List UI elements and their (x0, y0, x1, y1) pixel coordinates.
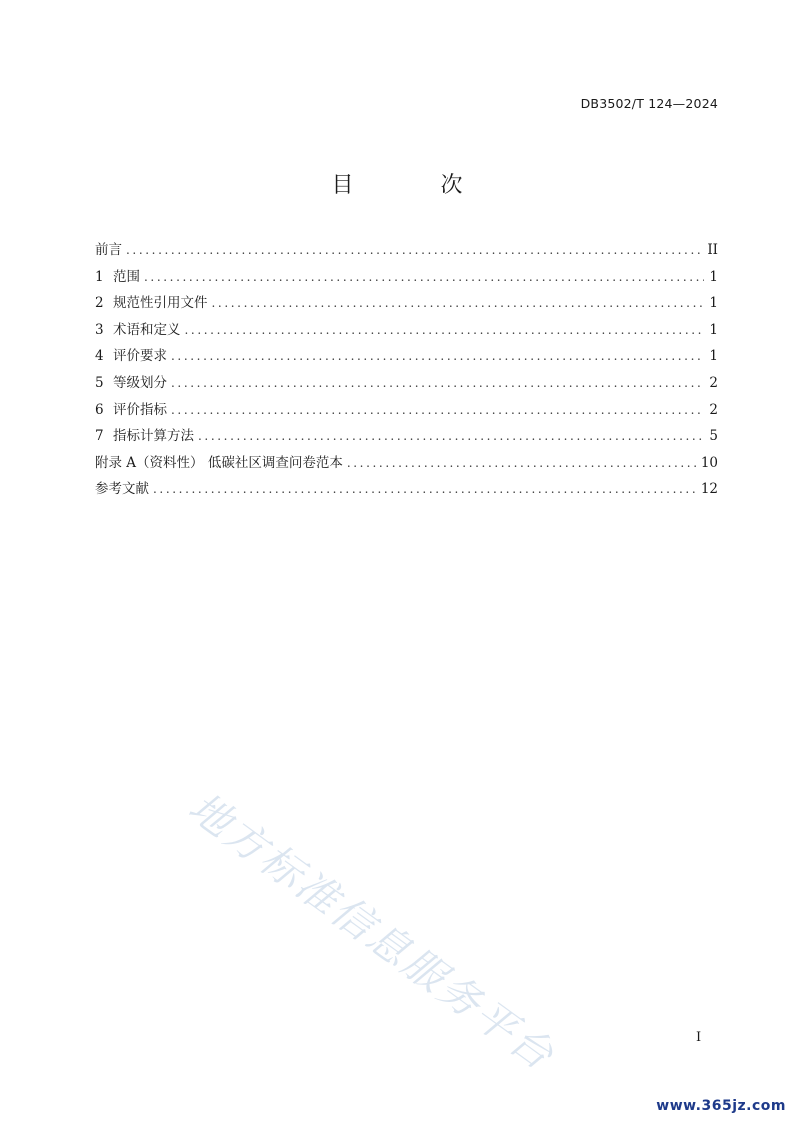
toc-entry-bibliography[interactable] (95, 479, 718, 506)
toc-entry-appendix-a[interactable] (95, 453, 718, 480)
toc-leader-dots (144, 267, 704, 288)
toc-entry-number: 7 (95, 428, 104, 445)
toc-entry-label: 参考文献 (95, 481, 149, 498)
toc-leader-dots (212, 293, 705, 314)
toc-entry-label: 术语和定义 (113, 321, 181, 338)
toc-entry-number: 1 (95, 268, 104, 285)
toc-entry-number: 3 (95, 321, 104, 338)
toc-entry-label: 规范性引用文件 (113, 295, 208, 312)
page-number: I (696, 1030, 702, 1045)
toc-leader-dots (126, 240, 703, 261)
toc-leader-dots (153, 479, 697, 500)
toc-entry-label: 指标计算方法 (113, 428, 194, 445)
toc-entry-label: 评价要求 (113, 348, 167, 365)
toc-leader-dots (171, 373, 704, 394)
toc-leader-dots (185, 320, 705, 341)
toc-leader-dots (198, 426, 704, 447)
toc-entry-number: 2 (95, 295, 104, 312)
watermark-text: 地方标准信息服务平台 (179, 782, 565, 1081)
toc-entry-label: 前言 (95, 242, 122, 258)
toc-entry-page: 2 (709, 374, 718, 391)
toc-entry-page: 5 (709, 428, 718, 445)
toc-entry-page: II (707, 242, 718, 258)
toc-leader-dots (171, 346, 704, 367)
toc-entry-page: 1 (709, 321, 718, 338)
toc-entry-normative-references[interactable] (95, 293, 718, 320)
table-of-contents (95, 240, 718, 506)
toc-entry-grade-division[interactable] (95, 373, 718, 400)
toc-title: 目 次 (331, 173, 503, 198)
document-code: DB3502/T 124—2024 (580, 96, 718, 111)
toc-entry-page: 1 (709, 268, 718, 285)
toc-entry-page: 1 (709, 295, 718, 312)
toc-entry-evaluation-requirements[interactable] (95, 346, 718, 373)
toc-entry-page: 10 (700, 454, 718, 471)
toc-entry-calculation-methods[interactable] (95, 426, 718, 453)
site-url-watermark: www.365jz.com (656, 1098, 786, 1114)
toc-entry-number: 4 (95, 348, 104, 365)
toc-entry-page: 1 (709, 348, 718, 365)
toc-entry-page: 2 (709, 401, 718, 418)
toc-entry-number: 6 (95, 401, 104, 418)
toc-entry-label: 等级划分 (113, 374, 167, 391)
toc-leader-dots (347, 453, 697, 474)
toc-entry-evaluation-indicators[interactable] (95, 400, 718, 427)
toc-entry-label: 范围 (113, 268, 140, 285)
toc-entry-terms-definitions[interactable] (95, 320, 718, 347)
toc-entry-page: 12 (700, 481, 718, 498)
toc-entry-scope[interactable] (95, 267, 718, 294)
toc-leader-dots (171, 400, 704, 421)
toc-entry-number: 5 (95, 374, 104, 391)
toc-entry-foreword[interactable] (95, 240, 718, 267)
toc-entry-label: 附录 A（资料性） 低碳社区调查问卷范本 (95, 454, 343, 471)
toc-entry-label: 评价指标 (113, 401, 167, 418)
